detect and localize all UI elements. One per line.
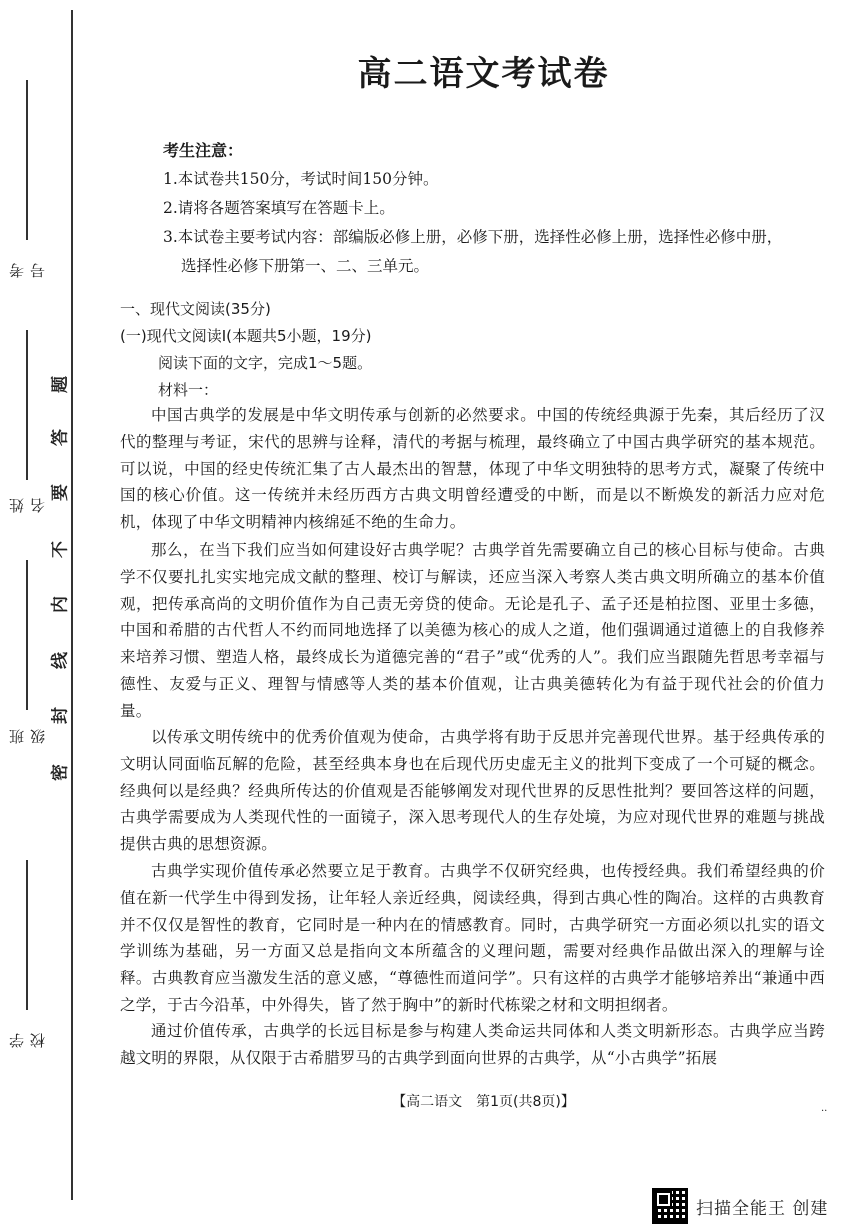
section-title: 一、现代文阅读(35分) (120, 300, 271, 318)
seal-char: 要 (50, 484, 71, 501)
seal-char: 密 (50, 764, 71, 781)
field-label: 学校 (8, 1032, 47, 1048)
seal-char: 封 (50, 707, 71, 724)
paragraph: 古典学实现价值传承必然要立足于教育。古典学不仅研究经典，也传授经典。我们希望经典的价值在新一代学生中得到发扬，让年轻人亲近经典，阅读经典，得到古典心性的陶冶。这样的古典教育并不仅仅是智性的教育，它同时是一种内在的情感教育。同时，古典学研究一方面必须以扎实的语文学训练为基础，另一方面又总是指向文本所蕴含的义理问题，需要对经典作品做出深入的理解与诠释。古典教育应当激发生活的意义感，“尊德性而道问学”。只有这样的古典学才能够培养出“兼通中西之学，于古今沿革，中外得失，皆了然于胸中”的新时代栋梁之材和文明担纲者。 (120, 862, 825, 1014)
section-subtitle: (一)现代文阅读Ⅰ(本题共5小题，19分) (120, 327, 372, 345)
paragraph: 那么，在当下我们应当如何建设好古典学呢？古典学首先需要确立自己的核心目标与使命。古典学不仅要扎扎实实地完成文献的整理、校订与解读，还应当深入考察人类古典文明所确立的基本价值观，把传承高尚的文明价值作为自己责无旁贷的使命。无论是孔子、孟子还是柏拉图、亚里士多德，中国和希腊的古代哲人不约而同地选择了以美德为核心的成人之道，他们强调通过道德上的自我修养来培养习惯、塑造人格，最终成长为道德完善的“君子”或“优秀的人”。我们应当跟随先哲思考幸福与德性、友爱与正义、理智与情感等人类的基本价值观，让古典美德转化为有益于现代社会的价值力量。 (120, 541, 825, 720)
material-label: 材料一： (158, 381, 219, 399)
notice-item: 1.本试卷共150分，考试时间150分钟。 (163, 170, 439, 188)
qr-code-icon (652, 1188, 688, 1224)
binding-line (71, 10, 73, 1200)
notice-item: 2.请将各题答案填写在答题卡上。 (163, 199, 395, 217)
seal-char: 答 (50, 429, 71, 446)
scanner-watermark (652, 1188, 828, 1224)
seal-char: 题 (50, 376, 71, 393)
notice-heading: 考生注意： (163, 141, 244, 160)
field-label: 班级 (8, 728, 47, 744)
paragraph: 通过价值传承，古典学的长远目标是参与构建人类命运共同体和人类文明新形态。古典学应当跨越文明的界限，从仅限于古希腊罗马的古典学到面向世界的古典学，从“小古典学”拓展 (120, 1022, 825, 1067)
seal-char: 内 (50, 596, 71, 613)
field-label: 考号 (8, 262, 47, 278)
seal-char: 不 (50, 541, 71, 558)
watermark-text: 扫描全能王 创建 (696, 1198, 829, 1219)
exam-notice (163, 136, 782, 281)
page-title: 高二语文考试卷 (357, 54, 610, 94)
footer-mark: .. (821, 1103, 828, 1114)
page-footer: 【高二语文 第1页(共8页)】 (392, 1094, 575, 1110)
seal-char: 线 (50, 652, 71, 669)
paragraph: 以传承文明传统中的优秀价值观为使命，古典学将有助于反思并完善现代世界。基于经典传承的文明认同面临瓦解的危险，甚至经典本身也在后现代历史虚无主义的批判下变成了一个可疑的概念。经典何以是经典？经典所传达的价值观是否能够阐发对现代世界的反思性批判？要回答这样的问题，古典学需要成为人类现代性的一面镜子，深入思考现代人的生存处境，为应对现代世界的难题与挑战提供古典的思想资源。 (120, 728, 825, 854)
field-label: 姓名 (8, 497, 47, 513)
notice-item: 3.本试卷主要考试内容：部编版必修上册，必修下册，选择性必修上册，选择性必修中册， (163, 228, 783, 246)
paragraph: 中国古典学的发展是中华文明传承与创新的必然要求。中国的传统经典源于先秦，其后经历了汉代的整理与考证，宋代的思辨与诠释，清代的考据与梳理，最终确立了中国古典学研究的基本规范。可以说，中国的经史传统汇集了古人最杰出的智慧，体现了中华文明独特的思考方式，凝聚了传统中国的核心价值。这一传统并未经历西方古典文明曾经遭受的中断，而是以不断焕发的新活力应对危机，体现了中华文明精神内核绵延不绝的生命力。 (120, 406, 825, 532)
notice-item: 选择性必修下册第一、二、三单元。 (181, 257, 430, 275)
section-instruction: 阅读下面的文字，完成1～5题。 (158, 354, 373, 372)
